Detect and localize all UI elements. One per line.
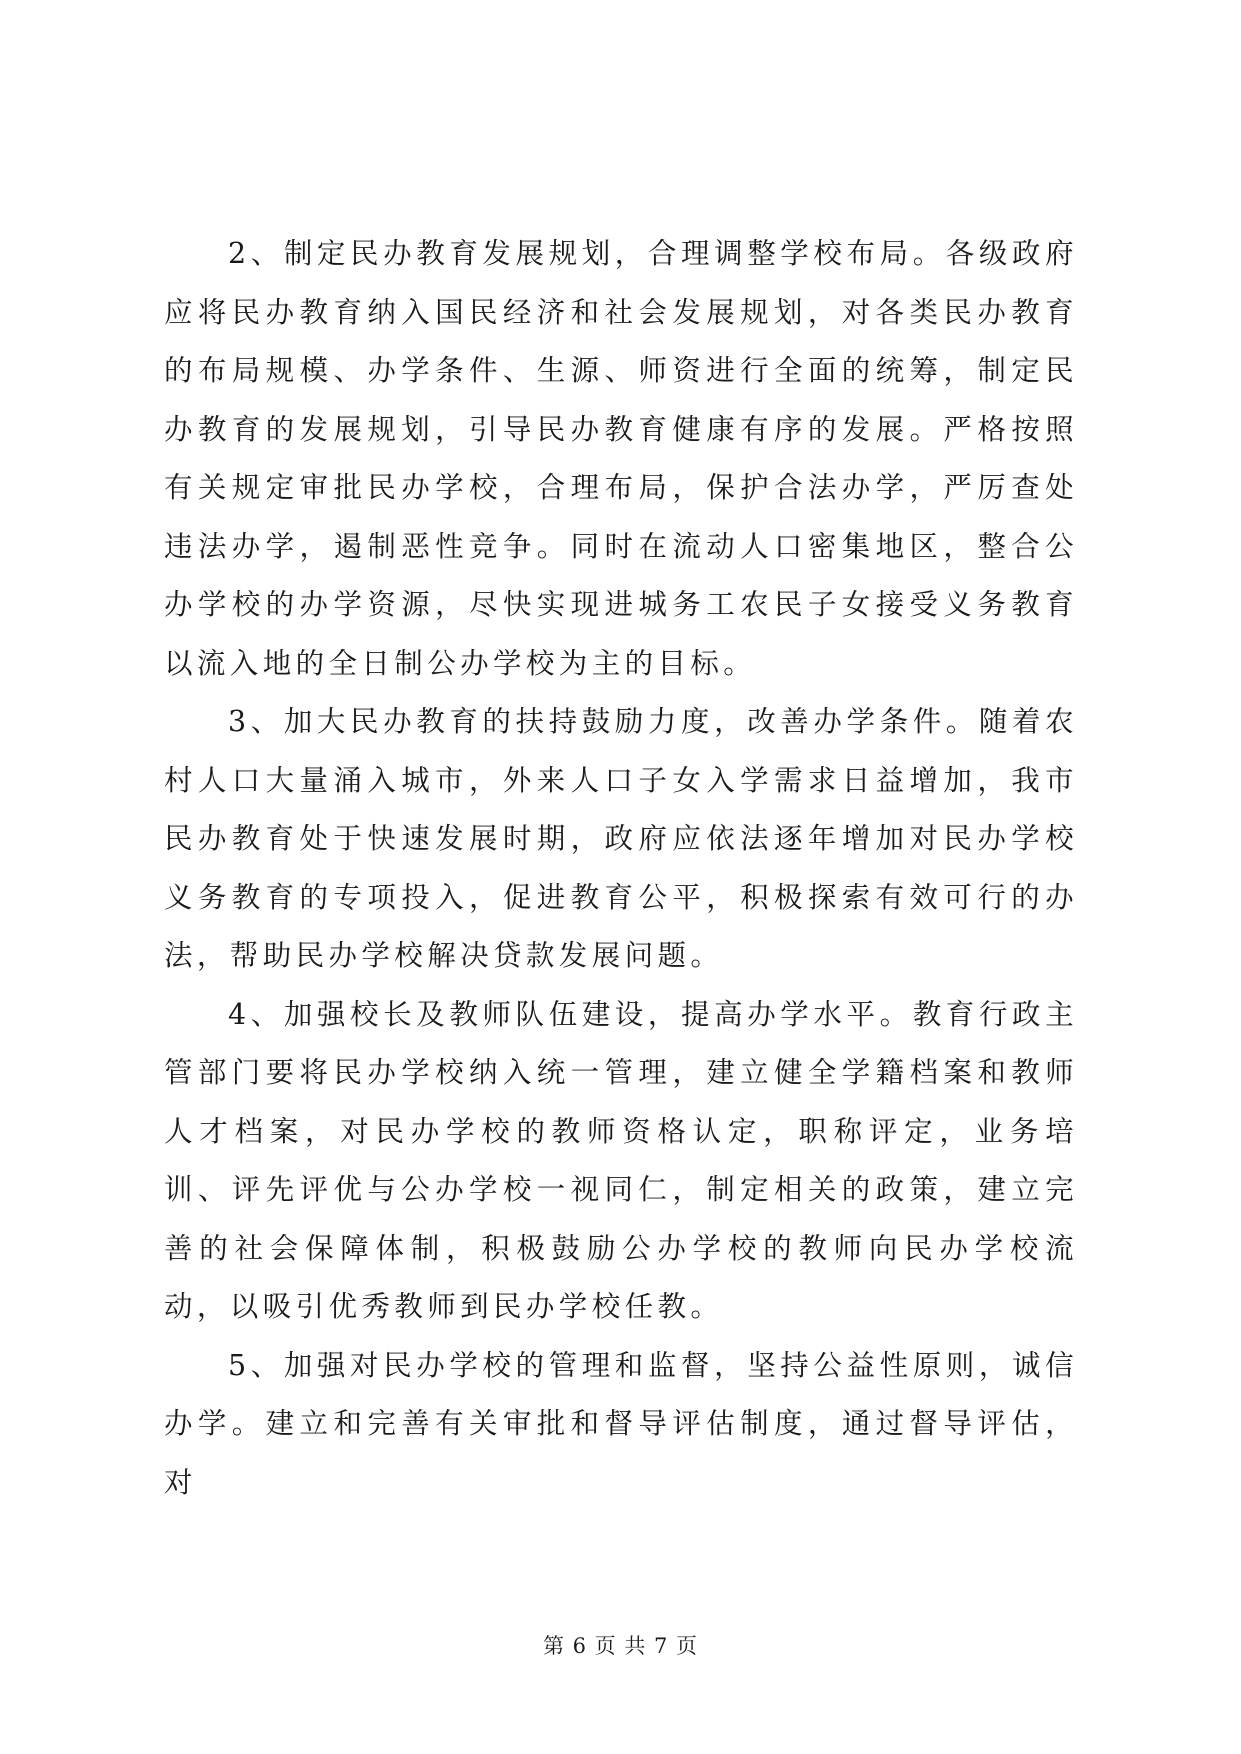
paragraph-4: 4、加强校长及教师队伍建设，提高办学水平。教育行政主管部门要将民办学校纳入统一管理，建立健全学籍档案和教师人才档案，对民办学校的教师资格认定，职称评定，业务培训、评先评优与公办学校一视同仁，制定相关的政策，建立完善的社会保障体制，积极鼓励公办学校的教师向民办学校流动，以吸引优秀教师到民办学校任教。: [164, 997, 1078, 1323]
paragraph-2: 2、制定民办教育发展规划，合理调整学校布局。各级政府应将民办教育纳入国民经济和社会发展规划，对各类民办教育的布局规模、办学条件、生源、师资进行全面的统筹，制定民办教育的发展规划，引导民办教育健康有序的发展。严格按照有关规定审批民办学校，合理布局，保护合法办学，严厉查处违法办学，遏制恶性竞争。同时在流动人口密集地区，整合公办学校的办学资源，尽快实现进城务工农民子女接受义务教育以流入地的全日制公办学校为主的目标。: [164, 237, 1078, 680]
page-number-footer: 第 6 页 共 7 页: [542, 1634, 699, 1658]
document-body: [164, 225, 1078, 1512]
paragraph-3: 3、加大民办教育的扶持鼓励力度，改善办学条件。随着农村人口大量涌入城市，外来人口子女入学需求日益增加，我市民办教育处于快速发展时期，政府应依法逐年增加对民办学校义务教育的专项投入，促进教育公平，积极探索有效可行的办法，帮助民办学校解决贷款发展问题。: [164, 705, 1078, 972]
paragraph-5: 5、加强对民办学校的管理和监督，坚持公益性原则，诚信办学。建立和完善有关审批和督导评估制度，通过督导评估，对: [164, 1348, 1078, 1499]
